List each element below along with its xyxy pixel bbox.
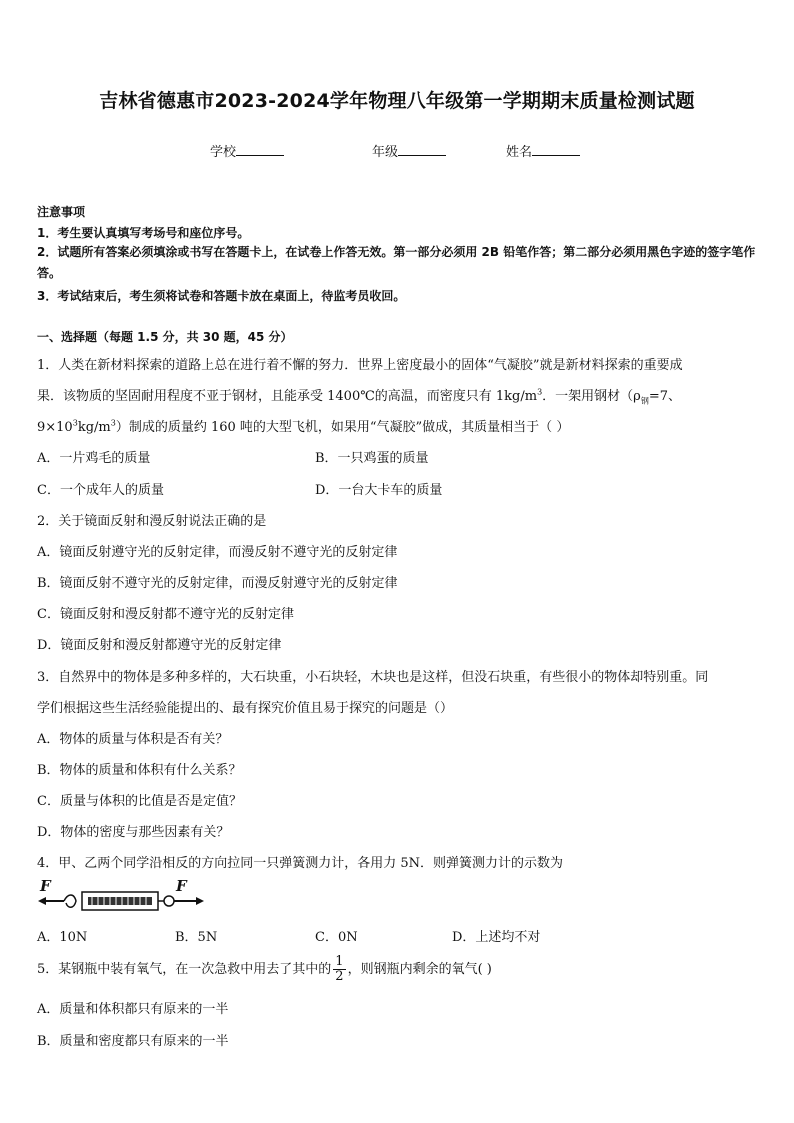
q2-option-d[interactable]: D．镜面反射和漫反射都遵守光的反射定律	[37, 638, 282, 653]
arrow-left-head	[38, 897, 46, 905]
q5-stem: 5．某钢瓶中装有氧气，在一次急救中用去了其中的 $\frac{1}{2}$ ，则钢瓶内剩余的氧气( )	[37, 954, 492, 984]
q1-option-c[interactable]: C．一个成年人的质量	[37, 483, 164, 498]
q2-stem: 2．关于镜面反射和漫反射说法正确的是	[37, 514, 267, 529]
q3-option-d[interactable]: D．物体的密度与那些因素有关？	[37, 825, 230, 840]
notes-heading: 注意事项	[37, 205, 86, 219]
grade-label: 年级	[372, 145, 399, 160]
name-field[interactable]	[506, 141, 580, 160]
q4-stem: 4．甲、乙两个同学沿相反的方向拉同一只弹簧测力计，各用力 5N．则弹簧测力计的示数为	[37, 856, 564, 871]
q1-stem-line: 1．人类在新材料探索的道路上总在进行着不懈的努力．世界上密度最小的固体“气凝胶”就是新材料探索的重要成	[37, 358, 683, 373]
q3-stem-line: 3．自然界中的物体是多种多样的，大石块重，小石块轻，木块也是这样，但没石块重，有些很小的物体却特别重。同	[37, 670, 709, 685]
q4-option-a[interactable]: A．10N	[37, 930, 88, 945]
q5-option-a[interactable]: A．质量和体积都只有原来的一半	[37, 1002, 229, 1017]
ring-icon	[164, 896, 174, 906]
arrow-right-head	[196, 897, 204, 905]
q4-option-b[interactable]: B．5N	[175, 930, 218, 945]
q4-option-c[interactable]: C．0N	[315, 930, 358, 945]
q1-stem-line: $9\times 10^3kg/m^3$）制成的质量约 160 吨的大型飞机，如果用“气凝胶”做成，其质量相当于（ ）	[37, 418, 570, 435]
note-item: 2．试题所有答案必须填涂或书写在答题卡上，在试卷上作答无效。第一部分必须用 2B 铅笔作答；第二部分必须用黑色字迹的签字笔作答。	[37, 245, 756, 280]
q2-option-b[interactable]: B．镜面反射不遵守光的反射定律，而漫反射遵守光的反射定律	[37, 576, 398, 591]
q4-option-d[interactable]: D．上述均不对	[452, 930, 541, 945]
q2-option-a[interactable]: A．镜面反射遵守光的反射定律，而漫反射不遵守光的反射定律	[37, 545, 398, 560]
page-title: 吉林省德惠市2023-2024学年物理八年级第一学期期末质量检测试题	[99, 90, 695, 112]
q1-option-d[interactable]: D．一台大卡车的质量	[315, 483, 443, 498]
school-field[interactable]	[210, 141, 284, 160]
note-item: 1．考生要认真填写考场号和座位序号。	[37, 226, 250, 240]
q3-option-a[interactable]: A．物体的质量与体积是否有关？	[37, 732, 229, 747]
spring-scale-figure	[36, 877, 226, 913]
note-item: 3．考试结束后，考生须将试卷和答题卡放在桌面上，待监考员收回。	[37, 289, 406, 303]
q2-option-c[interactable]: C．镜面反射和漫反射都不遵守光的反射定律	[37, 607, 294, 622]
q1-option-b[interactable]: B．一只鸡蛋的质量	[315, 451, 429, 466]
section-heading: 一、选择题（每题 1.5 分，共 30 题，45 分）	[37, 330, 293, 344]
school-label: 学校	[210, 145, 237, 160]
force-label-left: F	[40, 877, 51, 895]
fraction-one-half: $\frac{1}{2}$	[335, 954, 344, 984]
q5-option-b[interactable]: B．质量和密度都只有原来的一半	[37, 1034, 229, 1049]
hook-icon	[64, 895, 76, 907]
q3-option-b[interactable]: B．物体的质量和体积有什么关系？	[37, 763, 242, 778]
name-label: 姓名	[506, 145, 533, 160]
force-label-right: F	[176, 877, 187, 895]
grade-field[interactable]	[372, 141, 446, 160]
q3-stem-line: 学们根据这些生活经验能提出的、最有探究价值且易于探究的问题是（）	[37, 701, 454, 716]
q1-stem-line: 果．该物质的坚固耐用程度不亚于钢材，且能承受 1400℃的高温，而密度只有 $1kg/m^3$．一架用钢材（$\rho_钢=7$、	[37, 387, 681, 406]
q3-option-c[interactable]: C．质量与体积的比值是否是定值？	[37, 794, 242, 809]
q1-option-a[interactable]: A．一片鸡毛的质量	[37, 451, 151, 466]
